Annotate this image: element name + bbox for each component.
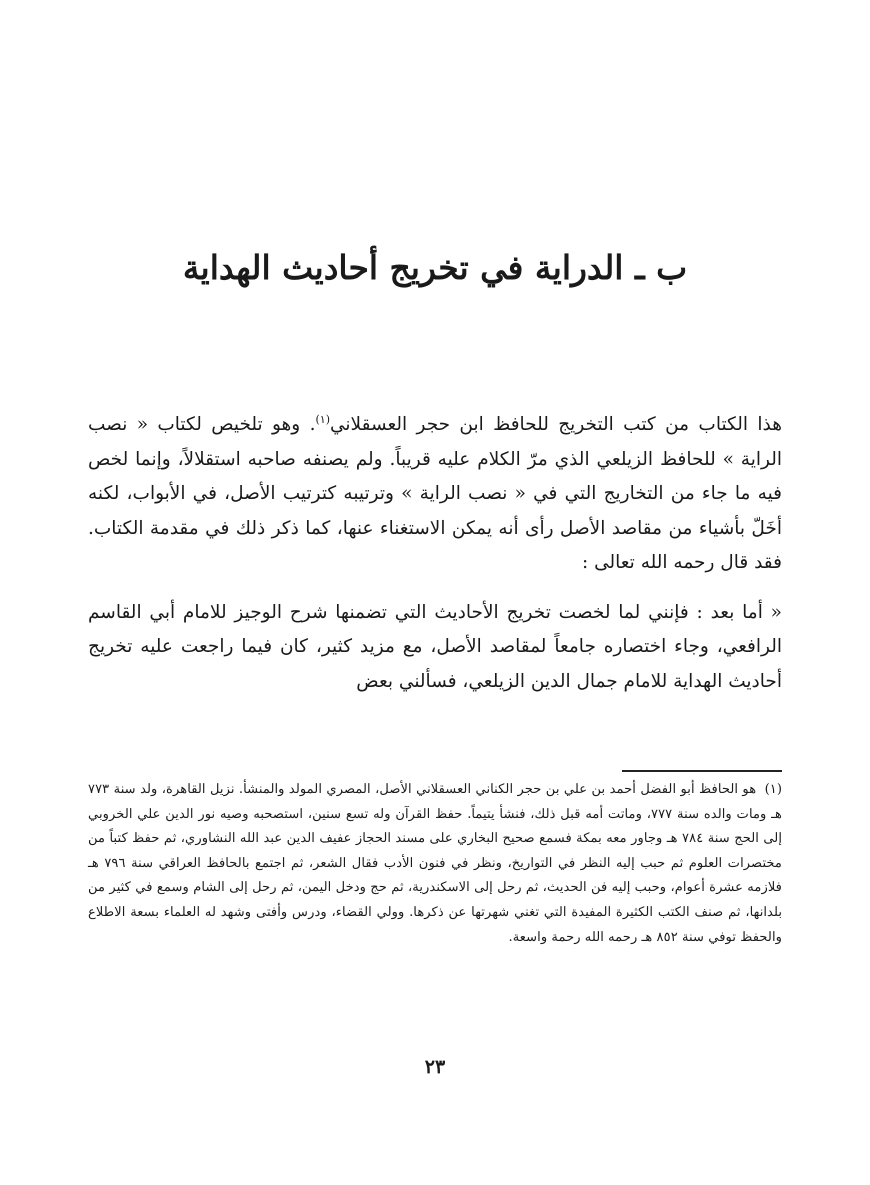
page-number: ٢٣ [424, 1056, 446, 1078]
paragraph-1-rest: . وهو تلخيص لكتاب « نصب الراية » للحافظ الزيلعي الذي مرّ الكلام عليه قريباً. ولم يصنفه صاحبه استقلالاً، وإنما لخص فيه ما جاء من التخاريج التي في « نصب الراية » وترتيبه كترتيب الأصل، في الأبواب، لكنه أخَلّ بأشياء من مقاصد الأصل رأى أنه يمكن الاستغناء عنها، كما ذكر ذلك في مقدمة الكتاب. فقد قال رحمه الله تعالى : [88, 414, 782, 573]
section-heading: ب ـ الدراية في تخريج أحاديث الهداية [182, 248, 688, 287]
main-text [88, 408, 782, 714]
footnote [88, 778, 782, 950]
paragraph-1-start: هذا الكتاب من كتب التخريج للحافظ ابن حجر العسقلاني [329, 414, 782, 435]
footnote-divider [622, 770, 782, 772]
paragraph-1 [88, 408, 782, 581]
footnote-reference: (١) [315, 412, 330, 426]
footnote-marker: (١) [764, 782, 782, 797]
paragraph-2-quote: « أما بعد : فإنني لما لخصت تخريج الأحاديث التي تضمنها شرح الوجيز للامام أبي القاسم الرافعي، وجاء اختصاره جامعاً لمقاصد الأصل، مع مزيد كثير، كان فيما راجعت عليه تخريج أحاديث الهداية للامام جمال الدين الزيلعي، فسألني بعض [88, 601, 782, 692]
footnote-text: هو الحافظ أبو الفضل أحمد بن علي بن حجر الكناني العسقلاني الأصل، المصري المولد والمنشأ. نزيل القاهرة، ولد سنة ٧٧٣ هـ ومات والده سنة ٧٧٧، وماتت أمه قبل ذلك، فنشأ يتيماً. حفظ القرآن وله تسع سنين، استصحبه وصيه نور الدين علي الخروبي إلى الحج سنة ٧٨٤ هـ وجاور معه بمكة فسمع صحيح البخاري على مسند الحجاز عفيف الدين عبد الله النشاوري، ثم حفظ كتباً من مختصرات العلوم ثم حبب إليه النظر في التواريخ، ونظر في فنون الأدب فقال الشعر، ثم اجتمع بالحافظ العراقي سنة ٧٩٦ هـ فلازمه عشرة أعوام، وحبب إليه فن الحديث، ثم رحل إلى الاسكندرية، ثم حج ودخل اليمن، ثم رحل إلى الشام وسمع في كثير من بلدانها، ثم صنف الكتب الكثيرة المفيدة التي تغني شهرتها عن ذكرها. وولي القضاء، ودرس وأفتى وشهد له العلماء بسعة الاطلاع والحفظ توفي سنة ٨٥٢ هـ رحمه الله رحمة واسعة. [88, 782, 782, 945]
